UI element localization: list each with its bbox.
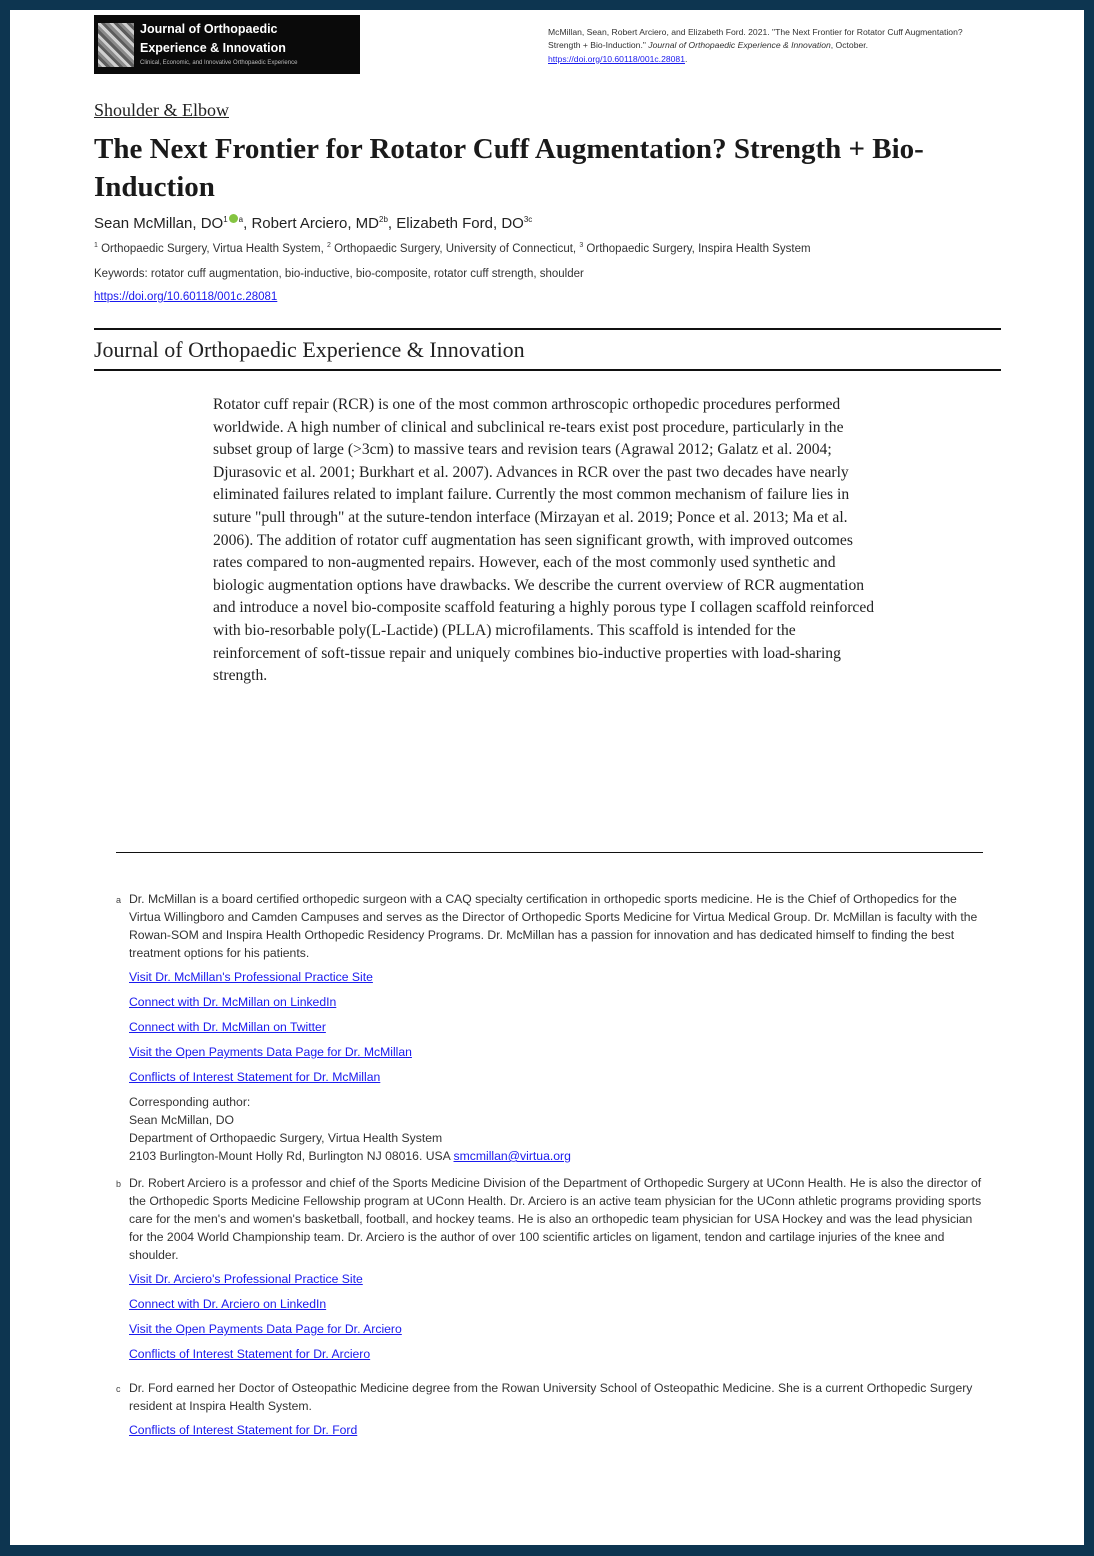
affil-text: Orthopaedic Surgery, Virtua Health System [101,242,321,255]
author-note-c [116,1379,986,1439]
section-label[interactable]: Shoulder & Elbow [94,100,229,120]
citation-journal: Journal of Orthopaedic Experience & Innovation [648,40,831,51]
linkedin-link[interactable]: Connect with Dr. McMillan on LinkedIn [129,995,337,1009]
keywords: Keywords: rotator cuff augmentation, bio-inductive, bio-composite, rotator cuff strength, shoulder [94,268,584,280]
author-affil-sup: 1 [223,215,228,224]
open-payments-link[interactable]: Visit the Open Payments Data Page for Dr. Arciero [129,1322,402,1336]
logo-title-line2: Experience & Innovation [140,40,286,55]
affiliations: $^1$ Orthopaedic Surgery, Virtua Health System, $^2$ Orthopaedic Surgery, University of Connecticut, $^3$ Orthopaedic Surgery, Inspira Health System [94,242,811,255]
author-note-sup[interactable]: b [383,215,388,224]
author-name[interactable]: Elizabeth Ford, DO [396,215,524,232]
conflicts-link[interactable]: Conflicts of Interest Statement for Dr. Ford [129,1423,358,1437]
citation-doi-link[interactable]: https://doi.org/10.60118/001c.28081 [548,53,685,64]
article-page [10,10,1084,1545]
conflicts-link[interactable]: Conflicts of Interest Statement for Dr. Arciero [129,1347,371,1361]
note-letter: a [116,895,122,905]
corr-email-link[interactable]: smcmillan@virtua.org [453,1149,571,1163]
author-name[interactable]: Sean McMillan, DO [94,215,224,232]
logo-tagline: Clinical, Economic, and Innovative Orthopaedic Experience [140,60,298,66]
note-letter: b [116,1179,122,1189]
note-bio: Dr. Ford earned her Doctor of Osteopathic Medicine degree from the Rowan University School of Osteopathic Medicine. She is a current Orthopedic Surgery resident at Inspira Health System. [129,1381,973,1413]
logo-title-line1: Journal of Orthopaedic [140,22,278,36]
author-note-a [116,890,986,1165]
author-note-sup[interactable]: a [238,215,244,224]
practice-site-link[interactable]: Visit Dr. Arciero's Professional Practice Site [129,1272,363,1286]
author-name[interactable]: Robert Arciero, MD [251,215,380,232]
citation-block [548,26,968,66]
footnote-divider [116,852,983,853]
journal-logo[interactable] [94,15,360,74]
affil-number: 3 [579,242,584,249]
citation-month: , October. [830,40,869,51]
author-list: Sean McMillan, $DO^1$ $^a$, Robert Arciero, $MD^{2b}$, Elizabeth Ford, $DO^{3c}$ [94,215,533,232]
journal-heading: Journal of Orthopaedic Experience & Innovation [94,337,525,362]
corresponding-author [129,1093,986,1165]
twitter-link[interactable]: Connect with Dr. McMillan on Twitter [129,1020,326,1034]
corr-name: Sean McMillan, DO [129,1113,234,1127]
note-bio: Dr. Robert Arciero is a professor and chief of the Sports Medicine Division of the Department of Orthopedic Surgery at UConn Health. He is also the director of the Orthopedic Sports Medicine Fellowship program at UConn Health. Dr. Arciero is an active team physician for the UConn athletic programs providing sports care for the men's and women's basketball, football, and hockey teams. He is also an orthopedic team physician for USA Hockey and was the lead physician for the 2004 World Championship team. Dr. Arciero is the author of over 100 scientific articles on ligament, tendon and cartilage injuries of the knee and shoulder. [129,1176,982,1262]
affil-number: 2 [326,242,331,249]
abstract-text: Rotator cuff repair (RCR) is one of the most common arthroscopic orthopedic procedures performed worldwide. A high number of clinical and subclinical re-tears exist post procedure, particularly in the subset group of large (>3cm) to massive tears and revision tears (Agrawal 2012; Galatz et al. 2004; Djurasovic et al. 2001; Burkhart et al. 2007). Advances in RCR over the past two decades have nearly eliminated failures related to implant failure. Currently the most common mechanism of failure lies in suture "pull through" at the suture-tendon interface (Mirzayan et al. 2019; Ponce et al. 2013; Ma et al. 2006). The addition of rotator cuff augmentation has seen significant growth, with improved outcomes rates compared to non-augmented repairs. However, each of the most commonly used synthetic and biologic augmentation options have drawbacks. We describe the current overview of RCR augmentation and introduce a novel bio-composite scaffold featuring a highly porous type I collagen scaffold reinforced with bio-resorbable poly(L-Lactide) (PLLA) microfilaments. This scaffold is intended for the reinforcement of soft-tissue repair and uniquely combines bio-inductive properties with load-sharing strength. [213,396,875,685]
doi-link[interactable]: https://doi.org/10.60118/001c.28081 [94,291,278,303]
corr-address: 2103 Burlington-Mount Holly Rd, Burlington NJ 08016. USA [129,1149,454,1163]
author-notes [116,890,986,1446]
conflicts-link[interactable]: Conflicts of Interest Statement for Dr. McMillan [129,1070,381,1084]
open-payments-link[interactable]: Visit the Open Payments Data Page for Dr. McMillan [129,1045,412,1059]
author-note-b [116,1174,986,1363]
article-title: The Next Frontier for Rotator Cuff Augmentation? Strength + Bio-Induction [94,133,924,203]
practice-site-link[interactable]: Visit Dr. McMillan's Professional Practice Site [129,970,373,984]
note-bio: Dr. McMillan is a board certified orthopedic surgeon with a CAQ specialty certification in orthopedic sports medicine. He is the Chief of Orthopedics for the Virtua Willingboro and Camden Campuses and serves as the Director of Orthopedic Sports Medicine for Virtua Medical Group. Dr. McMillan is faculty with the Rowan-SOM and Inspira Health Orthopedic Residency Programs. Dr. McMillan has a passion for innovation and has dedicated himself to finding the best treatment options for his patients. [129,892,978,960]
corr-label: Corresponding author: [129,1095,251,1109]
orcid-icon[interactable] [229,214,238,223]
logo-emblem-icon [98,23,134,67]
citation-end: . [684,53,688,64]
note-letter: c [116,1384,121,1394]
affil-text: Orthopaedic Surgery, University of Connecticut [334,242,573,255]
divider-bottom [94,369,1001,371]
corr-dept: Department of Orthopaedic Surgery, Virtua Health System [129,1131,443,1145]
affil-text: Orthopaedic Surgery, Inspira Health System [586,242,811,255]
author-affil-sup: 2 [379,215,384,224]
affil-number: 1 [94,242,98,249]
divider-top [94,328,1001,330]
linkedin-link[interactable]: Connect with Dr. Arciero on LinkedIn [129,1297,327,1311]
author-affil-sup: 3 [523,215,529,224]
citation-text: McMillan, Sean, Robert Arciero, and Elizabeth Ford. 2021. "The Next Frontier for Rotator Cuff Augmentation? Strength + Bio-Induction." [548,27,963,51]
author-note-sup[interactable]: c [528,215,533,224]
